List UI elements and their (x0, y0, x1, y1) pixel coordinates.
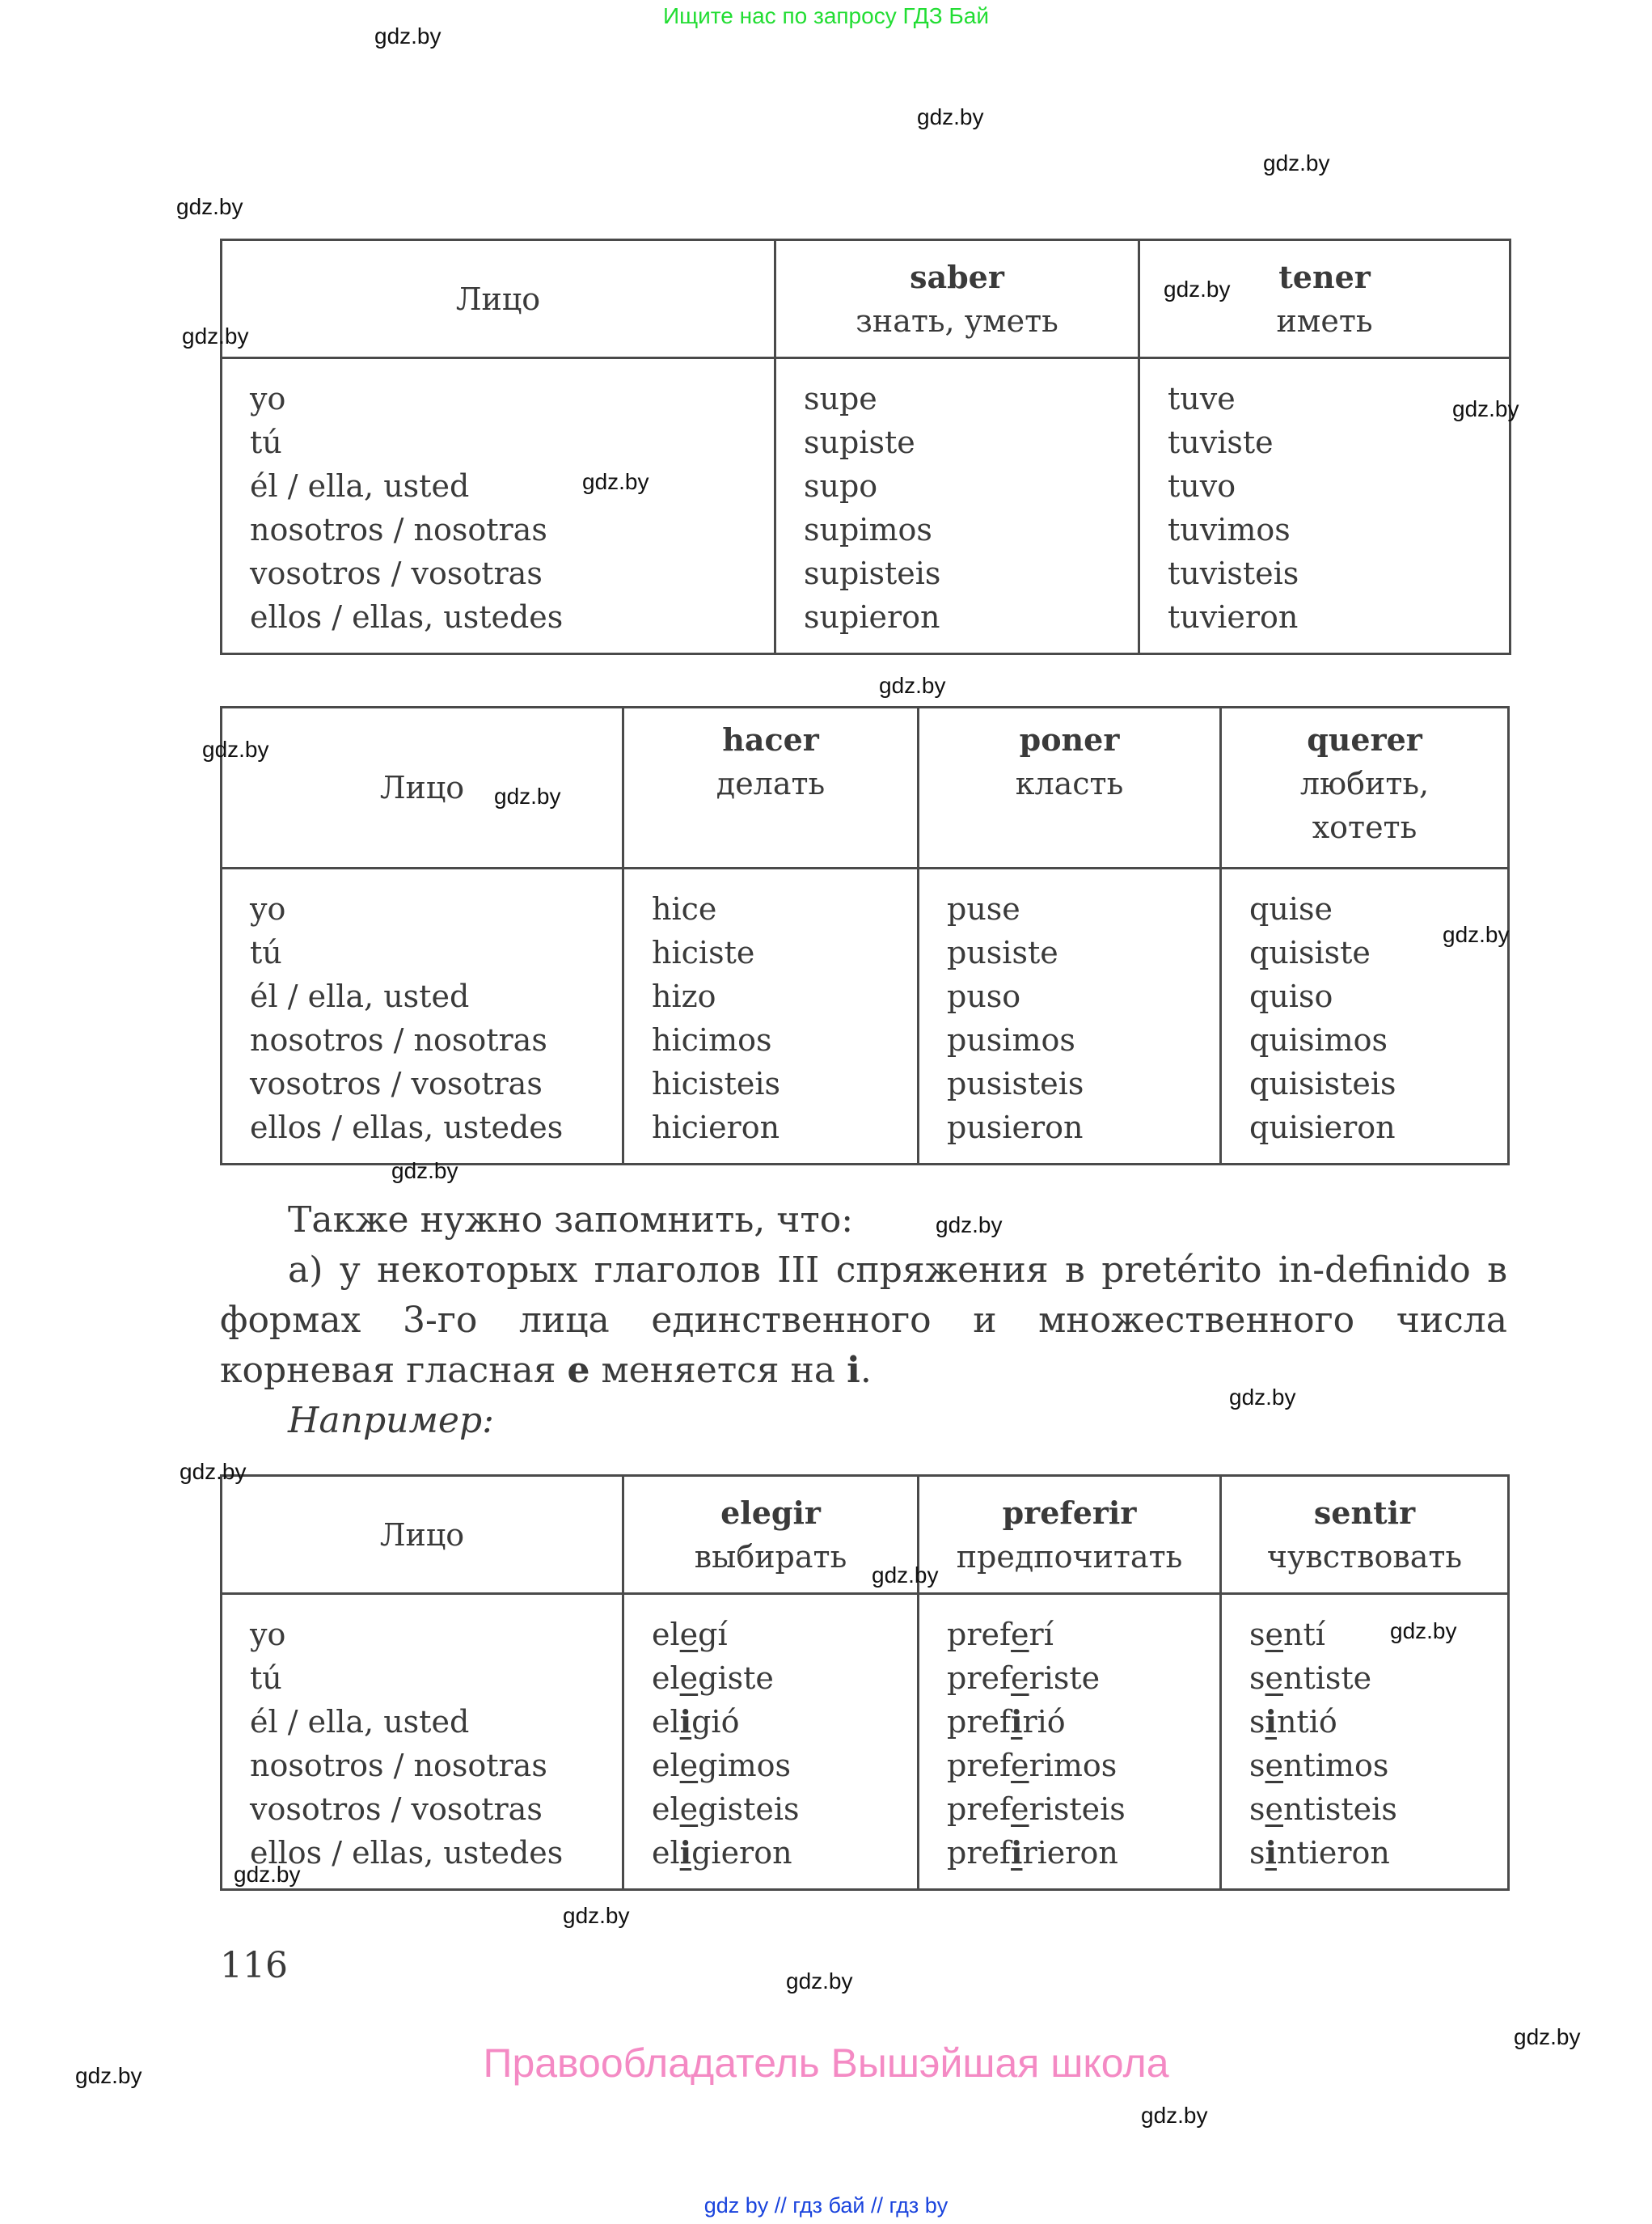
form: tuvieron (1168, 599, 1299, 635)
verb-name: poner (1019, 721, 1120, 758)
verb-translation: чувствовать (1266, 1538, 1463, 1575)
watermark: gdz.by (582, 469, 649, 494)
rule-paragraph (220, 1195, 1507, 1446)
form: tuviste (1168, 425, 1274, 460)
changed-vowel: i (1265, 1703, 1277, 1740)
person-vosotros: vosotros / vosotras (250, 1066, 543, 1101)
form: elegimos (652, 1748, 792, 1783)
form: hice (652, 891, 717, 927)
person-nosotros: nosotros / nosotras (250, 512, 547, 548)
verb-translation: любить, (1299, 766, 1430, 801)
changed-vowel: e (1265, 1748, 1284, 1783)
form: sentisteis (1249, 1791, 1397, 1827)
person-vosotros: vosotros / vosotras (250, 1791, 543, 1827)
form: puso (947, 979, 1021, 1014)
changed-vowel: e (1011, 1617, 1029, 1652)
verb-translation: делать (716, 766, 826, 801)
form: hiciste (652, 935, 755, 970)
form: supiste (804, 425, 915, 460)
forms-sentir (1221, 1594, 1509, 1890)
form: tuvo (1168, 468, 1236, 504)
changed-vowel: i (679, 1703, 692, 1740)
changed-vowel: e (679, 1617, 699, 1652)
form: preferí (947, 1617, 1054, 1652)
person-yo: yo (250, 891, 286, 927)
header-verb-preferir (919, 1476, 1221, 1594)
header-verb-sentir (1221, 1476, 1509, 1594)
changed-vowel: e (1265, 1660, 1284, 1696)
form: prefirieron (947, 1834, 1118, 1871)
verb-translation: знать, уметь (856, 302, 1058, 339)
form: quisiste (1249, 935, 1371, 970)
watermark: gdz.by (494, 784, 561, 809)
changed-vowel: e (1011, 1660, 1029, 1696)
person-ellos: ellos / ellas, ustedes (250, 599, 564, 635)
form: elegiste (652, 1660, 774, 1696)
watermark: gdz.by (176, 194, 243, 219)
forms-hacer (623, 869, 919, 1165)
watermark: gdz.by (75, 2063, 142, 2088)
forms-saber (775, 358, 1139, 654)
person-nosotros: nosotros / nosotras (250, 1022, 547, 1058)
watermark: gdz.by (180, 1459, 247, 1484)
verb-translation-2: хотеть (1312, 810, 1418, 845)
watermark: gdz.by (1452, 396, 1519, 421)
watermark: gdz.by (1390, 1618, 1457, 1643)
form: hicimos (652, 1022, 772, 1058)
changed-vowel: i (1011, 1834, 1023, 1871)
vowel-i: i (847, 1350, 860, 1391)
form: supisteis (804, 556, 941, 591)
watermark: gdz.by (182, 323, 249, 349)
form: pusisteis (947, 1066, 1084, 1101)
form: sentiste (1249, 1660, 1372, 1696)
changed-vowel: i (1011, 1703, 1023, 1740)
form: pusiste (947, 935, 1058, 970)
form: sintió (1249, 1703, 1337, 1740)
form: puse (947, 891, 1020, 927)
form: sintieron (1249, 1834, 1390, 1871)
verb-name: querer (1307, 721, 1422, 758)
person-vosotros: vosotros / vosotras (250, 556, 543, 591)
search-banner: Ищите нас по запросу ГДЗ Бай (662, 3, 990, 28)
watermark: gdz.by (563, 1903, 630, 1928)
verb-translation: выбирать (694, 1538, 847, 1575)
watermark: gdz.by (1263, 150, 1330, 175)
person-el: él / ella, usted (250, 1704, 470, 1740)
form: eligió (652, 1703, 740, 1740)
footer-links[interactable]: gdz by // гдз бай // гдз by (703, 2193, 949, 2218)
watermark: gdz.by (1141, 2103, 1208, 2128)
watermark: gdz.by (1164, 277, 1231, 302)
form: preferiste (947, 1660, 1101, 1696)
form: hizo (652, 979, 716, 1014)
form: supimos (804, 512, 932, 548)
person-tu: tú (250, 1660, 282, 1696)
changed-vowel: e (1265, 1617, 1284, 1652)
form: quiso (1249, 979, 1333, 1014)
persons-column (222, 1594, 623, 1890)
person-el: él / ella, usted (250, 979, 470, 1014)
changed-vowel: e (1265, 1791, 1284, 1827)
form: quise (1249, 891, 1333, 927)
header-verb-hacer (623, 708, 919, 869)
form: hicisteis (652, 1066, 780, 1101)
forms-elegir (623, 1594, 919, 1890)
form: quisisteis (1249, 1066, 1396, 1101)
watermark: gdz.by (917, 104, 984, 129)
watermark: gdz.by (1443, 922, 1510, 947)
persons-column (222, 358, 775, 654)
conjugation-table-elegir-preferir-sentir (220, 1474, 1510, 1891)
watermark: gdz.by (234, 1862, 301, 1887)
verb-name: saber (910, 258, 1004, 295)
person-tu: tú (250, 425, 282, 460)
header-person: Лицо (222, 1476, 623, 1594)
watermark: gdz.by (872, 1562, 939, 1588)
form: sentí (1249, 1617, 1325, 1652)
watermark: gdz.by (391, 1158, 458, 1183)
changed-vowel: i (679, 1834, 692, 1871)
form: tuve (1168, 381, 1236, 416)
vowel-e: e (567, 1350, 590, 1391)
person-yo: yo (250, 1617, 286, 1652)
verb-name: sentir (1313, 1494, 1416, 1531)
form: pusieron (947, 1110, 1084, 1145)
rule-text: а) у некоторых глаголов III спряжения в pretérito in-definido в формах 3-го лица единственного и множественного числа корневая гласная e меняется на i. (220, 1249, 1507, 1391)
changed-vowel: e (679, 1748, 699, 1783)
form: sentimos (1249, 1748, 1389, 1783)
verb-name: hacer (722, 721, 819, 758)
verb-name: tener (1278, 258, 1371, 295)
watermark: gdz.by (786, 1968, 853, 1994)
form: eligieron (652, 1834, 792, 1871)
form: supe (804, 381, 877, 416)
page-number: 116 (220, 1945, 288, 1986)
form: prefirió (947, 1703, 1066, 1740)
header-verb-querer (1221, 708, 1509, 869)
form: supieron (804, 599, 940, 635)
form: hicieron (652, 1110, 780, 1145)
verb-translation: класть (1015, 766, 1124, 801)
forms-querer (1221, 869, 1509, 1165)
watermark: gdz.by (1229, 1385, 1296, 1410)
example-label: Например: (288, 1400, 494, 1441)
intro-line: Также нужно запомнить, что: (288, 1199, 854, 1241)
form: quisimos (1249, 1022, 1388, 1058)
header-verb-saber (775, 240, 1139, 358)
form: elegí (652, 1617, 728, 1652)
verb-name: preferir (1002, 1494, 1137, 1531)
verb-translation: предпочитать (956, 1538, 1183, 1575)
changed-vowel: e (1011, 1791, 1029, 1827)
person-el: él / ella, usted (250, 468, 470, 504)
person-ellos: ellos / ellas, ustedes (250, 1835, 564, 1871)
form: tuvisteis (1168, 556, 1299, 591)
header-verb-poner (919, 708, 1221, 869)
person-ellos: ellos / ellas, ustedes (250, 1110, 564, 1145)
person-nosotros: nosotros / nosotras (250, 1748, 547, 1783)
changed-vowel: i (1265, 1834, 1277, 1871)
changed-vowel: e (679, 1791, 699, 1827)
watermark: gdz.by (202, 737, 269, 762)
changed-vowel: e (1011, 1748, 1029, 1783)
conjugation-table-hacer-poner-querer (220, 706, 1510, 1165)
changed-vowel: e (679, 1660, 699, 1696)
person-yo: yo (250, 381, 286, 416)
verb-translation: иметь (1276, 302, 1373, 339)
form: elegisteis (652, 1791, 800, 1827)
watermark: gdz.by (374, 23, 442, 49)
form: preferimos (947, 1748, 1118, 1783)
persons-column (222, 869, 623, 1165)
forms-preferir (919, 1594, 1221, 1890)
verb-name: elegir (720, 1494, 821, 1531)
forms-poner (919, 869, 1221, 1165)
header-person: Лицо (222, 240, 775, 358)
header-person: Лицо (222, 708, 623, 869)
watermark: gdz.by (879, 673, 946, 698)
person-tu: tú (250, 935, 282, 970)
form: quisieron (1249, 1110, 1396, 1145)
copyright-notice: Правообладатель Вышэйшая школа (483, 2040, 1169, 2086)
watermark: gdz.by (1514, 2024, 1581, 2049)
form: supo (804, 468, 878, 504)
form: preferisteis (947, 1791, 1126, 1827)
conjugation-table-saber-tener (220, 239, 1511, 655)
form: tuvimos (1168, 512, 1291, 548)
watermark: gdz.by (936, 1212, 1003, 1237)
form: pusimos (947, 1022, 1075, 1058)
